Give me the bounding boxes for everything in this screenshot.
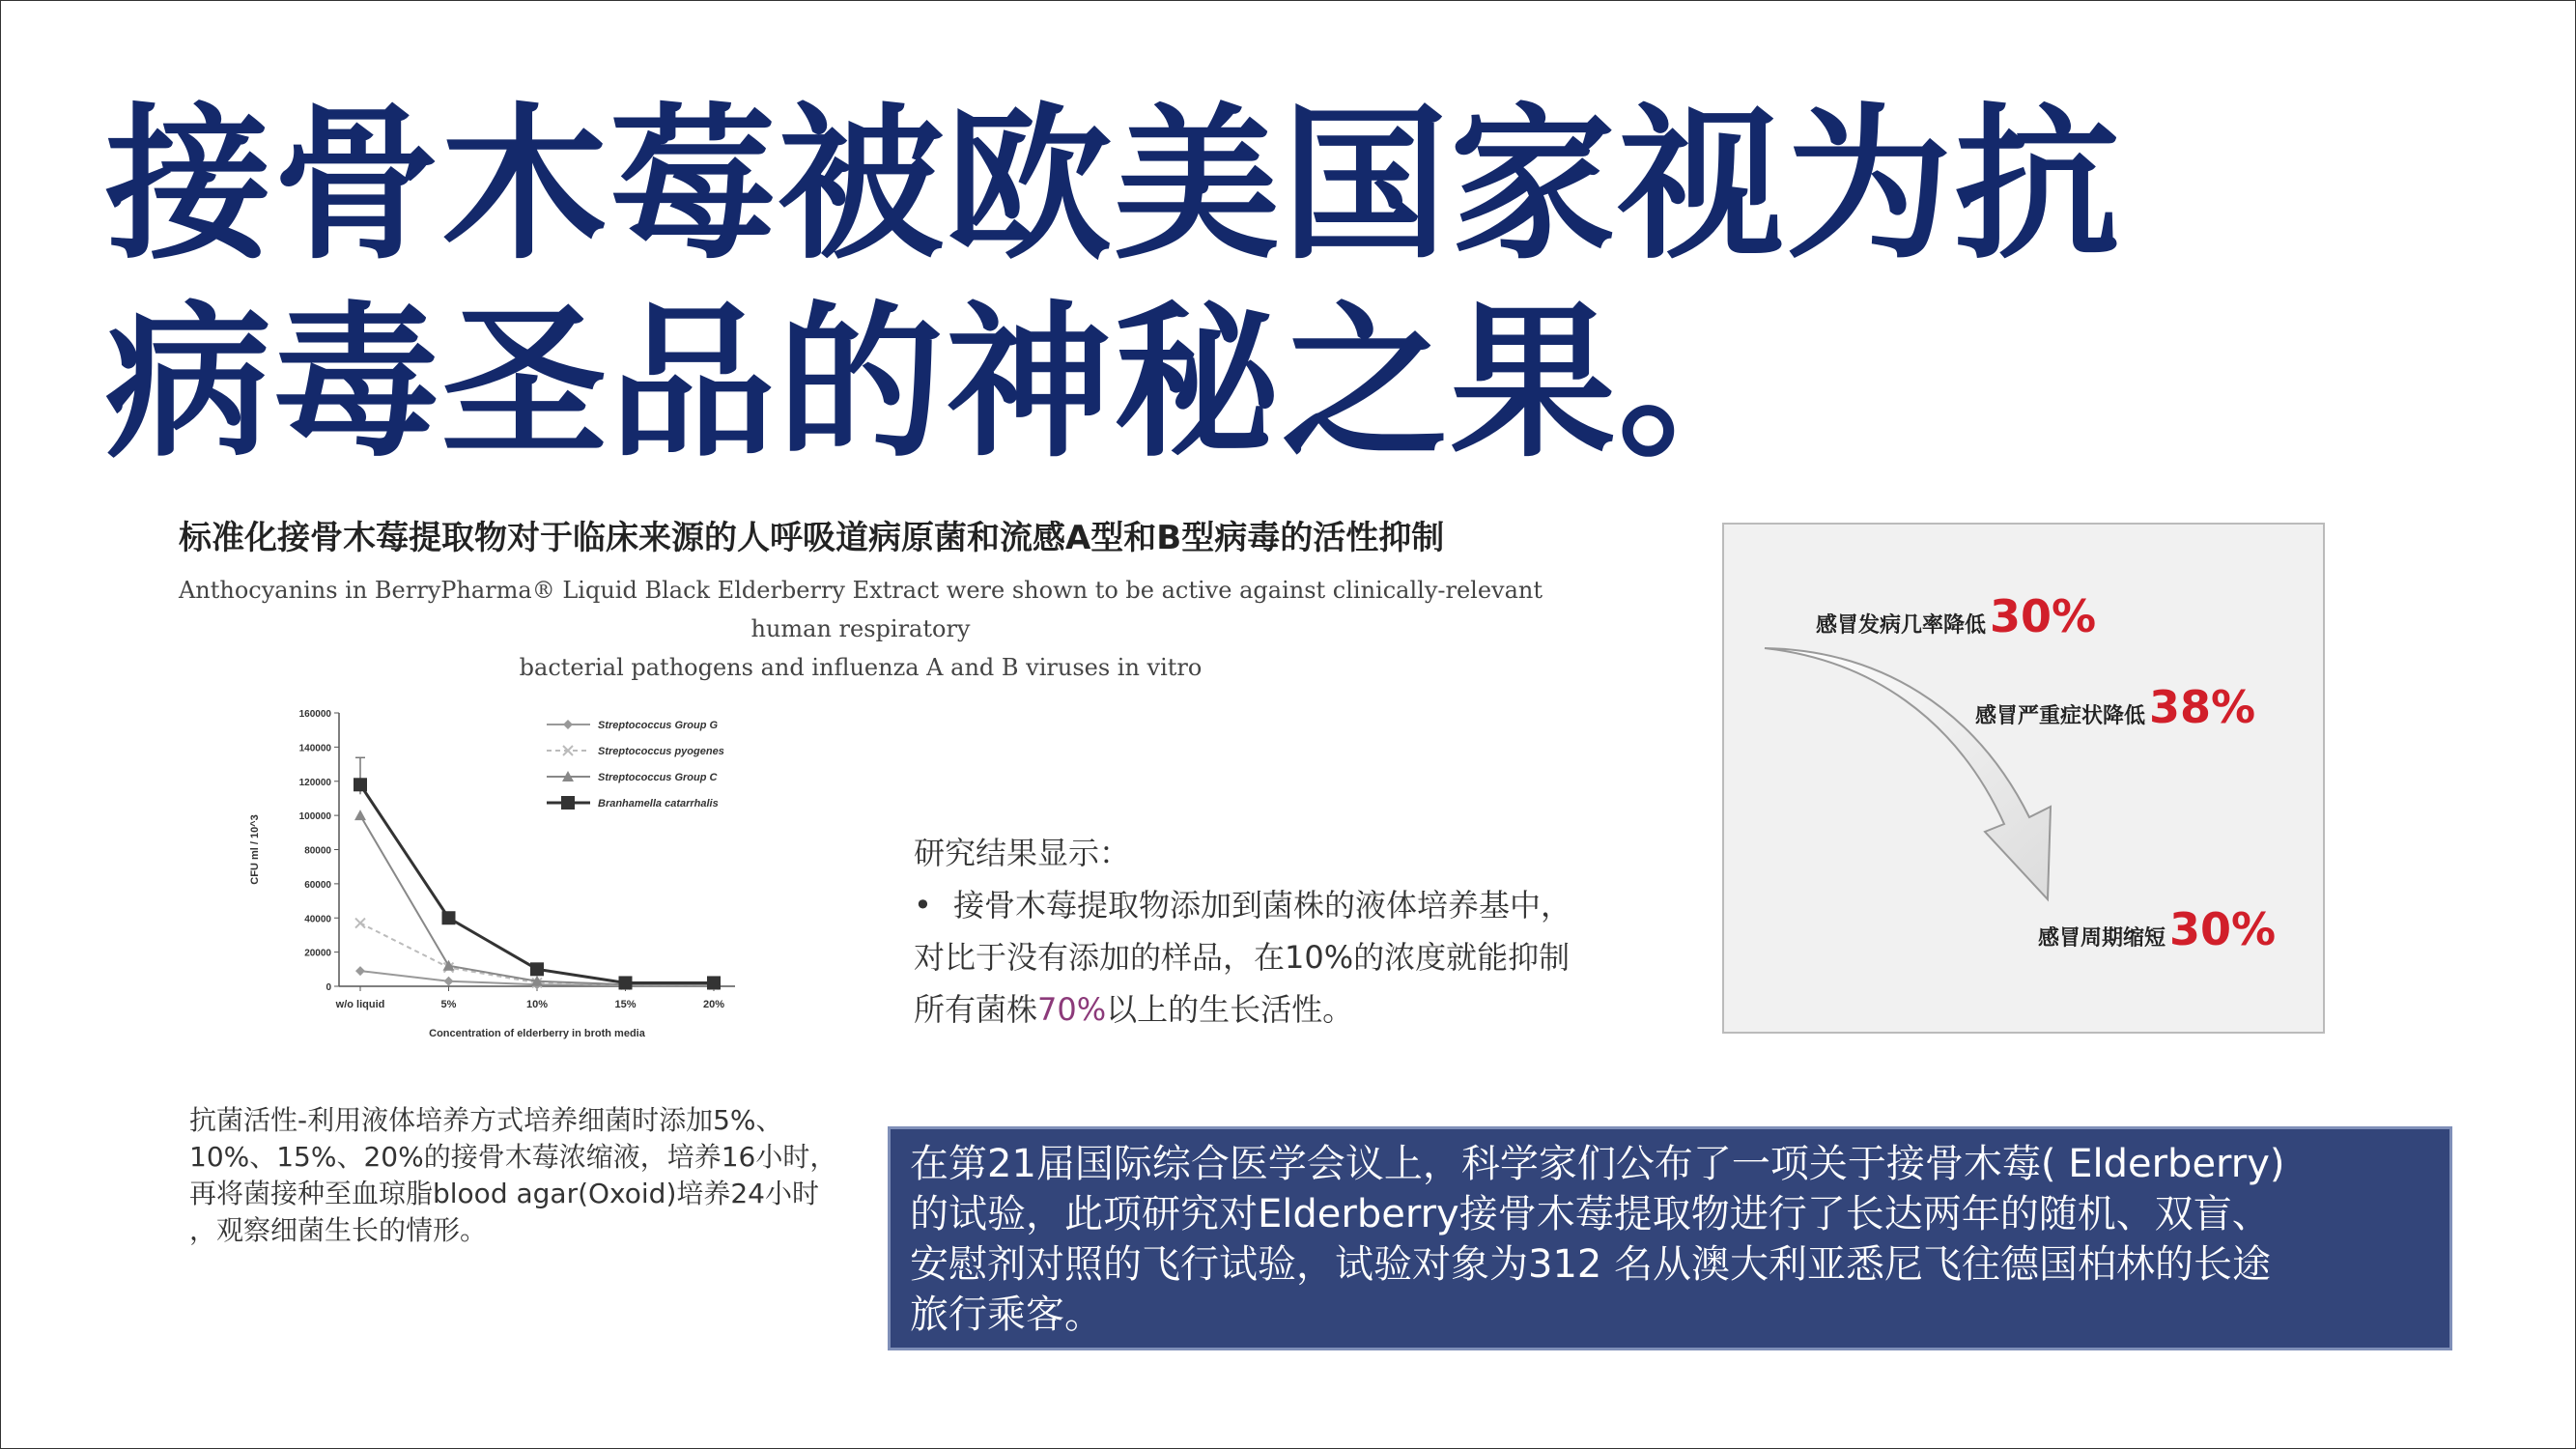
series-2-point	[355, 919, 365, 928]
y-tick-label: 100000	[298, 811, 331, 823]
legend-label: Streptococcus Group G	[598, 720, 719, 731]
info-line-2: 的试验，此项研究对Elderberry接骨木莓提取物进行了长达两年的随机、双盲、	[910, 1192, 2271, 1236]
stats-arrow-panel	[1722, 523, 2325, 1034]
y-tick-label: 80000	[304, 845, 331, 857]
stat-incidence-value: 30%	[1990, 590, 2097, 642]
legend-marker	[561, 796, 575, 810]
caption-line-2: 10%、15%、20%的接骨木莓浓缩液，培养16小时，	[189, 1141, 837, 1173]
caption-line-3: 再将菌接种至血琼脂blood agar(Oxoid)培养24小时	[189, 1178, 819, 1209]
x-tick-label: 15%	[614, 999, 637, 1010]
series-3-point	[354, 810, 366, 820]
bullet-icon: •	[914, 887, 932, 923]
y-tick-label: 0	[326, 982, 331, 993]
legend-marker	[563, 720, 573, 729]
series-line-4	[360, 784, 714, 982]
research-results	[914, 827, 1628, 1036]
y-tick-label: 60000	[304, 879, 331, 891]
info-line-3: 安慰剂对照的飞行试验，试验对象为312 名从澳大利亚悉尼飞往德国柏林的长途	[910, 1242, 2272, 1287]
figure-title: 标准化接骨木莓提取物对于临床来源的人呼吸道病原菌和流感A型和B型病毒的活性抑制	[179, 519, 1445, 557]
info-line-4: 旅行乘客。	[910, 1293, 1103, 1337]
stat-incidence	[1816, 590, 2096, 642]
x-tick-label: 10%	[525, 999, 549, 1010]
x-tick-label: 20%	[702, 999, 725, 1010]
x-tick-label: w/o liquid	[335, 999, 385, 1010]
legend-label: Branhamella catarrhalis	[598, 798, 719, 810]
legend-label: Streptococcus Group C	[598, 772, 718, 783]
chart-caption	[189, 1102, 846, 1249]
figure-subtitle	[165, 571, 1556, 687]
stat-duration-label: 感冒周期缩短	[2038, 926, 2166, 951]
series-4-point	[442, 911, 456, 924]
y-tick-label: 160000	[298, 709, 331, 720]
series-4-point	[707, 976, 721, 989]
series-4-point	[354, 778, 367, 791]
x-axis-label: Concentration of elderberry in broth media	[429, 1028, 645, 1039]
series-4-point	[530, 962, 544, 976]
results-heading: 研究结果显示：	[914, 835, 1131, 871]
y-axis-label: CFU ml / 10^3	[249, 814, 261, 885]
results-line-3-post: 以上的生长活性。	[1106, 991, 1354, 1028]
trial-info-box	[888, 1126, 2452, 1350]
y-tick-label: 120000	[298, 777, 331, 788]
results-line-2: 对比于没有添加的样品，在10%的浓度就能抑制	[914, 939, 1571, 976]
stat-duration-value: 30%	[2169, 903, 2277, 955]
series-4-point	[619, 976, 633, 989]
results-line-1-text: 接骨木莓提取物添加到菌株的液体培养基中，	[953, 887, 1572, 923]
stat-incidence-label: 感冒发病几率降低	[1816, 613, 1987, 638]
x-tick-label: 5%	[440, 999, 457, 1010]
stat-severity-label: 感冒严重症状降低	[1975, 704, 2146, 728]
results-highlight-70: 70%	[1037, 991, 1107, 1028]
caption-line-4: ，观察细菌生长的情形。	[189, 1214, 488, 1246]
series-1-point	[444, 977, 454, 986]
series-3-point	[443, 960, 455, 971]
series-1-point	[355, 966, 365, 976]
series-line-3	[360, 815, 714, 984]
stat-severity	[1975, 681, 2255, 733]
caption-line-1: 抗菌活性-利用液体培养方式培养细菌时添加5%、	[189, 1104, 783, 1136]
figure-subtitle-line-1: Anthocyanins in BerryPharma® Liquid Black Elderberry Extract were shown to be active against clinically-relevant human respiratory	[178, 577, 1543, 642]
y-tick-label: 20000	[304, 948, 331, 959]
stat-severity-value: 38%	[2149, 681, 2256, 733]
slide-title	[105, 86, 2122, 482]
results-line-3-pre: 所有菌株	[914, 991, 1038, 1028]
figure-subtitle-line-2: bacterial pathogens and influenza A and B viruses in vitro	[519, 654, 1203, 681]
legend-label: Streptococcus pyogenes	[598, 746, 724, 757]
y-tick-label: 40000	[304, 914, 331, 925]
stat-duration	[2038, 903, 2276, 955]
slide-title-line-2: 病毒圣品的神秘之果。	[105, 286, 1786, 480]
info-line-1: 在第21届国际综合医学会议上，科学家们公布了一项关于接骨木莓( Elderberry)	[910, 1142, 2285, 1186]
results-line-3	[914, 983, 1628, 1036]
slide-title-line-1: 接骨木莓被欧美国家视为抗	[105, 88, 2122, 282]
results-line-1	[914, 879, 1628, 931]
bacteria-growth-chart	[233, 692, 793, 1059]
y-tick-label: 140000	[298, 743, 331, 754]
